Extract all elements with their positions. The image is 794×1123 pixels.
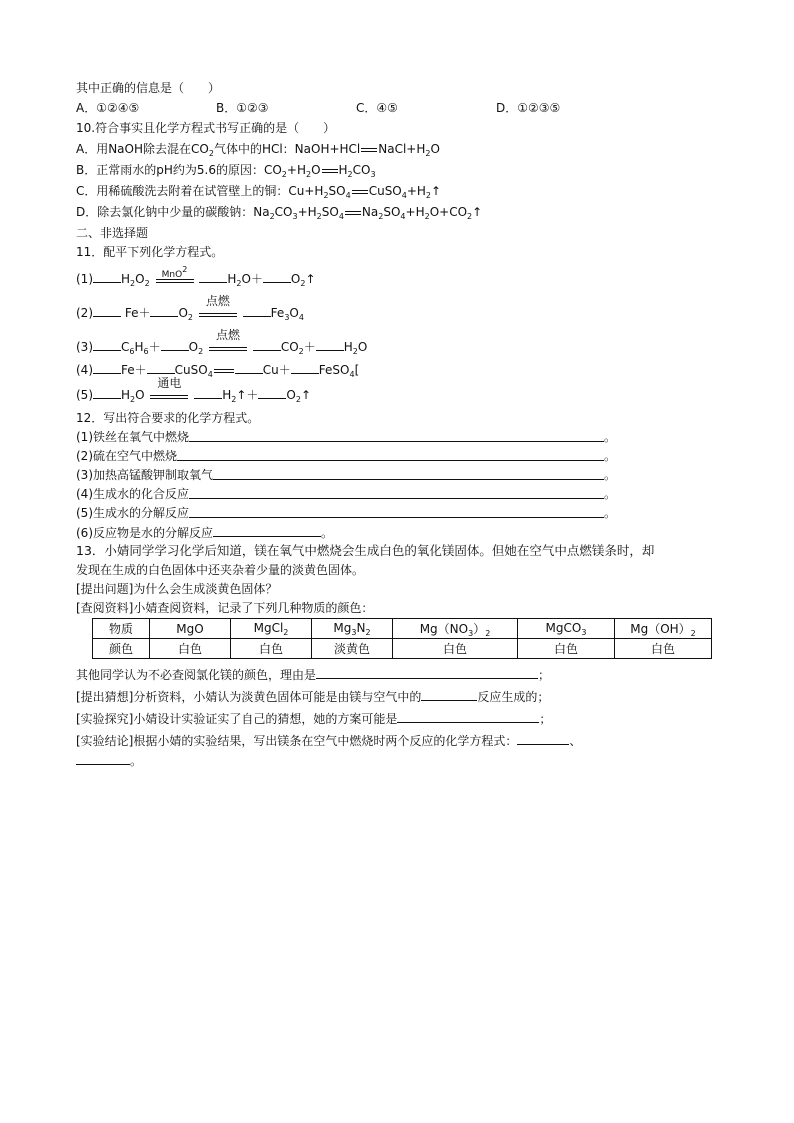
sub: 2	[283, 627, 289, 637]
q9-option-c: C．④⑤	[356, 101, 398, 115]
q10-stem: 10.符合事实且化学方程式书写正确的是（ ）	[76, 121, 336, 135]
equals-sign	[345, 211, 361, 215]
equals-sign	[322, 169, 338, 173]
table-cell: 白色	[393, 639, 518, 659]
q13-conclusion	[76, 732, 581, 749]
q12-item-label: (1)铁丝在氧气中燃烧	[76, 430, 189, 444]
sub: 2	[316, 212, 322, 221]
q9-option-a: A．①②④⑤	[76, 101, 140, 115]
q12-item-2	[76, 448, 616, 464]
intro-line: 其中正确的信息是（ ）	[76, 81, 221, 95]
sub: 2	[187, 313, 194, 322]
section-2-heading: 二、非选择题	[76, 226, 149, 240]
condition-mno2	[156, 265, 194, 283]
condition-text: 通电	[157, 376, 182, 390]
equals-sign	[352, 190, 368, 194]
q10b-post: H	[338, 163, 348, 177]
q10-option-d	[76, 204, 482, 225]
q13-experiment	[76, 710, 551, 727]
blank[interactable]	[253, 338, 281, 351]
eq-part: Fe＋	[121, 363, 147, 377]
guess-label: [提出猜想]分析资料，小婧认为淡黄色固体可能是由镁与空气中的	[76, 690, 422, 704]
q10d-mid: CO	[274, 205, 293, 219]
eq-part: H	[227, 272, 237, 286]
eq-number: (4)	[76, 363, 93, 377]
sub: 3	[581, 627, 587, 637]
q9-options	[76, 100, 716, 116]
q12-item-6	[76, 524, 333, 541]
sub: 4	[345, 191, 351, 200]
semicolon: ；	[539, 712, 552, 726]
q10c-mid: SO	[328, 184, 346, 198]
q13-guess	[76, 688, 549, 705]
answer-blank[interactable]	[177, 448, 604, 461]
sub: 4	[400, 212, 406, 221]
conclusion-label: [实验结论]根据小婧的实验结果，写出镁条在空气中燃烧时两个反应的化学方程式：	[76, 734, 518, 748]
q10c-text: C．用稀硫酸洗去附着在试管壁上的铜：Cu+H	[76, 184, 324, 198]
condition-electrify	[150, 376, 188, 399]
q11-stem: 11．配平下列化学方程式。	[76, 245, 224, 259]
sub: 3	[370, 170, 376, 179]
sub: 4	[338, 212, 344, 221]
q12-item-3	[76, 467, 616, 483]
sub: 2	[485, 628, 491, 638]
q12-item-label: (5)生成水的分解反应	[76, 506, 189, 520]
answer-blank[interactable]	[213, 524, 321, 537]
sub: 3	[284, 313, 290, 322]
table-header-cell	[393, 619, 518, 639]
q10-option-a	[76, 141, 440, 162]
eq-part: O	[290, 272, 301, 286]
comma: 、	[569, 734, 582, 748]
q10a-text: A．用NaOH除去混在CO	[76, 142, 209, 156]
sub: 2	[130, 279, 136, 288]
blank[interactable]	[199, 270, 227, 283]
blank[interactable]	[93, 361, 121, 374]
blank[interactable]	[147, 361, 175, 374]
sub: 2	[467, 212, 473, 221]
table-header-cell	[518, 619, 615, 639]
period: 。	[603, 506, 616, 520]
cell-text: MgCl	[253, 620, 284, 635]
q12-item-label: (6)反应物是水的分解反应	[76, 526, 213, 540]
answer-blank[interactable]	[189, 429, 604, 442]
reason-label: 其他同学认为不必查阅氯化镁的颜色，理由是	[76, 668, 317, 682]
q10d-post2: SO	[383, 205, 401, 219]
table-header-cell	[231, 619, 312, 639]
q10d-text: D．除去氯化钠中少量的碳酸钠：Na	[76, 205, 270, 219]
table-header-cell: MgO	[150, 619, 231, 639]
q12-item-label: (3)加热高锰酸钾制取氧气	[76, 468, 213, 482]
guess-post: 反应生成的；	[477, 690, 550, 704]
eq-part: O	[178, 306, 188, 320]
q10b-mid2: O	[311, 163, 321, 177]
double-line	[199, 313, 237, 317]
answer-blank[interactable]	[76, 752, 130, 765]
table-header-cell: 物质	[93, 619, 150, 639]
sub: 3	[292, 212, 298, 221]
answer-blank[interactable]	[189, 486, 604, 499]
up-arrow: ↑	[300, 388, 312, 402]
cell-text: Mg	[333, 620, 352, 635]
blank[interactable]	[291, 361, 319, 374]
sub: 4	[207, 370, 213, 379]
blank[interactable]	[316, 338, 344, 351]
q10b-co: CO	[352, 163, 371, 177]
q13-conclusion-2	[76, 752, 142, 769]
eq-part: Fe	[270, 306, 285, 320]
eq-part: H	[134, 340, 144, 354]
eq-part: O	[135, 388, 145, 402]
period: 。	[321, 526, 334, 540]
eq-part: H	[222, 388, 232, 402]
blank[interactable]	[243, 304, 271, 317]
eq-part: O	[357, 340, 368, 354]
answer-blank[interactable]	[397, 710, 539, 723]
q10c-end: +H	[406, 184, 426, 198]
q9-option-b: B．①②③	[216, 101, 269, 115]
q10a-o: O	[430, 142, 440, 156]
q9-option-d: D．①②③⑤	[496, 101, 561, 115]
q12-item-label: (4)生成水的化合反应	[76, 487, 189, 501]
table-row	[93, 619, 712, 639]
cell-text: MgCO	[545, 620, 582, 635]
sub: 2	[690, 628, 696, 638]
experiment-label: [实验探究]小婧设计实验证实了自己的猜想，她的方案可能是	[76, 712, 398, 726]
eq-number: (5)	[76, 388, 93, 402]
double-line	[150, 395, 188, 399]
sub: 2	[424, 212, 430, 221]
q11-equation-1	[76, 265, 316, 292]
q13-other-reason	[76, 666, 550, 683]
q11-equation-2	[76, 294, 304, 326]
q12-item-label: (2)硫在空气中燃烧	[76, 449, 177, 463]
sub: 3	[468, 628, 474, 638]
condition-text: 点燃	[205, 294, 230, 308]
condition-ignite	[209, 328, 247, 351]
sub: 2	[231, 395, 237, 404]
blank[interactable]	[235, 361, 263, 374]
sub: 2	[144, 279, 150, 288]
table-cell: 白色	[150, 639, 231, 659]
sub: 2	[295, 395, 301, 404]
q10d-post4: O+CO	[429, 205, 468, 219]
blank[interactable]	[161, 338, 189, 351]
sub: 2	[236, 279, 242, 288]
period: 。	[603, 468, 616, 482]
blank[interactable]	[93, 304, 121, 317]
sub: 2	[300, 279, 306, 288]
eq-part: ↑＋	[236, 388, 259, 402]
q10-option-b	[76, 162, 376, 183]
q13-question: [提出问题]为什么会生成淡黄色固体？	[76, 582, 278, 596]
blank[interactable]	[93, 386, 121, 399]
eq-part: Cu＋	[262, 363, 291, 377]
sub: 2	[323, 191, 329, 200]
answer-blank[interactable]	[213, 467, 604, 480]
eq-number: (2)	[76, 306, 93, 320]
equals-sign	[361, 148, 377, 152]
q12-stem: 12．写出符合要求的化学方程式。	[76, 411, 260, 425]
blank[interactable]	[93, 338, 121, 351]
equals-sign	[214, 369, 234, 373]
eq-tail: [	[354, 363, 360, 377]
sub: 2	[365, 627, 371, 637]
sub: 2	[425, 191, 432, 200]
blank[interactable]	[194, 386, 222, 399]
sub: 2	[352, 347, 358, 356]
blank[interactable]	[263, 270, 291, 283]
sup: 2	[182, 265, 188, 274]
up-arrow: ↑	[472, 205, 483, 219]
table-header-cell	[615, 619, 712, 639]
semicolon: ；	[538, 668, 551, 682]
eq-part: Fe＋	[124, 306, 151, 320]
q10b-mid: +H	[286, 163, 306, 177]
sub: 4	[349, 370, 355, 379]
sub: 2	[425, 149, 431, 158]
table-header-cell	[312, 619, 393, 639]
answer-blank[interactable]	[421, 688, 477, 701]
up-arrow: ↑	[431, 184, 442, 198]
q13-para-1: 13．小婧同学学习化学后知道，镁在氧气中燃烧会生成白色的氧化镁固体。但她在空气中点燃镁条时，却	[76, 543, 655, 558]
q13-para-2: 发现在生成的白色固体中还夹杂着少量的淡黄色固体。	[76, 563, 365, 577]
q10d-mid3: SO	[321, 205, 339, 219]
q12-item-5	[76, 505, 616, 521]
sub: 2	[130, 395, 136, 404]
sub: 6	[129, 347, 135, 356]
period: 。	[130, 754, 143, 768]
blank[interactable]	[93, 270, 121, 283]
q10-option-c	[76, 183, 441, 204]
q10b-text: B．正常雨水的pH约为5.6的原因：CO	[76, 163, 282, 177]
q13-research: [查阅资料]小婧查阅资料，记录了下列几种物质的颜色：	[76, 601, 374, 615]
q11-equation-4	[76, 361, 359, 383]
q12-item-1	[76, 429, 616, 445]
eq-part: H	[121, 272, 131, 286]
q10c-post: CuSO	[368, 184, 402, 198]
sub: 4	[401, 191, 407, 200]
eq-number: (3)	[76, 340, 93, 354]
cell-text: Mg（OH）	[630, 621, 691, 636]
condition-ignite	[199, 294, 237, 317]
sub: 2	[281, 170, 287, 179]
eq-part: FeSO	[318, 363, 350, 377]
answer-blank[interactable]	[517, 732, 569, 745]
sub: 2	[305, 170, 312, 179]
double-line	[209, 347, 247, 351]
blank[interactable]	[258, 386, 286, 399]
sub: 2	[378, 212, 384, 221]
cell-text: N	[356, 620, 366, 635]
eq-part: O＋	[241, 272, 263, 286]
blank[interactable]	[150, 304, 178, 317]
q10a-mid: 气体中的HCl：NaOH+HCl	[213, 142, 361, 156]
table-cell: 白色	[518, 639, 615, 659]
table-cell: 白色	[231, 639, 312, 659]
eq-part: O	[286, 388, 296, 402]
q11-equation-3	[76, 328, 368, 360]
eq-part: CO	[280, 340, 299, 354]
table-cell: 淡黄色	[312, 639, 393, 659]
eq-part: O	[135, 272, 145, 286]
q11-equation-5	[76, 376, 312, 408]
sub: 2	[347, 170, 353, 179]
sub: 4	[298, 313, 304, 322]
condition-text: 点燃	[215, 328, 240, 342]
eq-part: H	[121, 388, 131, 402]
sub: 2	[298, 347, 304, 356]
answer-blank[interactable]	[316, 666, 538, 679]
q10d-post: Na	[361, 205, 379, 219]
table-row	[93, 639, 712, 659]
eq-part: CuSO	[174, 363, 208, 377]
eq-number: (1)	[76, 272, 93, 286]
sub: 2	[198, 347, 204, 356]
sub: 2	[208, 149, 214, 158]
table-cell: 颜色	[93, 639, 150, 659]
cell-text: ）	[473, 621, 486, 636]
cell-text: Mg（NO	[419, 621, 469, 636]
eq-part: ＋	[303, 340, 316, 354]
eq-part: ＋	[148, 340, 161, 354]
q10a-post: NaCl+H	[378, 142, 426, 156]
condition-text	[156, 262, 194, 283]
q10d-mid2: +H	[297, 205, 317, 219]
table-cell: 白色	[615, 639, 712, 659]
up-arrow: ↑	[305, 272, 316, 286]
sub: 2	[269, 212, 275, 221]
eq-part: O	[289, 306, 299, 320]
cond-text: MnO	[161, 270, 183, 280]
period: 。	[603, 430, 616, 444]
sub: 3	[351, 627, 357, 637]
eq-part: O	[188, 340, 199, 354]
eq-part: H	[343, 340, 353, 354]
color-table	[92, 618, 712, 659]
answer-blank[interactable]	[189, 505, 604, 518]
q10d-post3: +H	[405, 205, 425, 219]
period: 。	[603, 449, 616, 463]
eq-part: C	[121, 340, 130, 354]
sub: 6	[143, 347, 149, 356]
period: 。	[603, 487, 616, 501]
q12-item-4	[76, 486, 616, 502]
